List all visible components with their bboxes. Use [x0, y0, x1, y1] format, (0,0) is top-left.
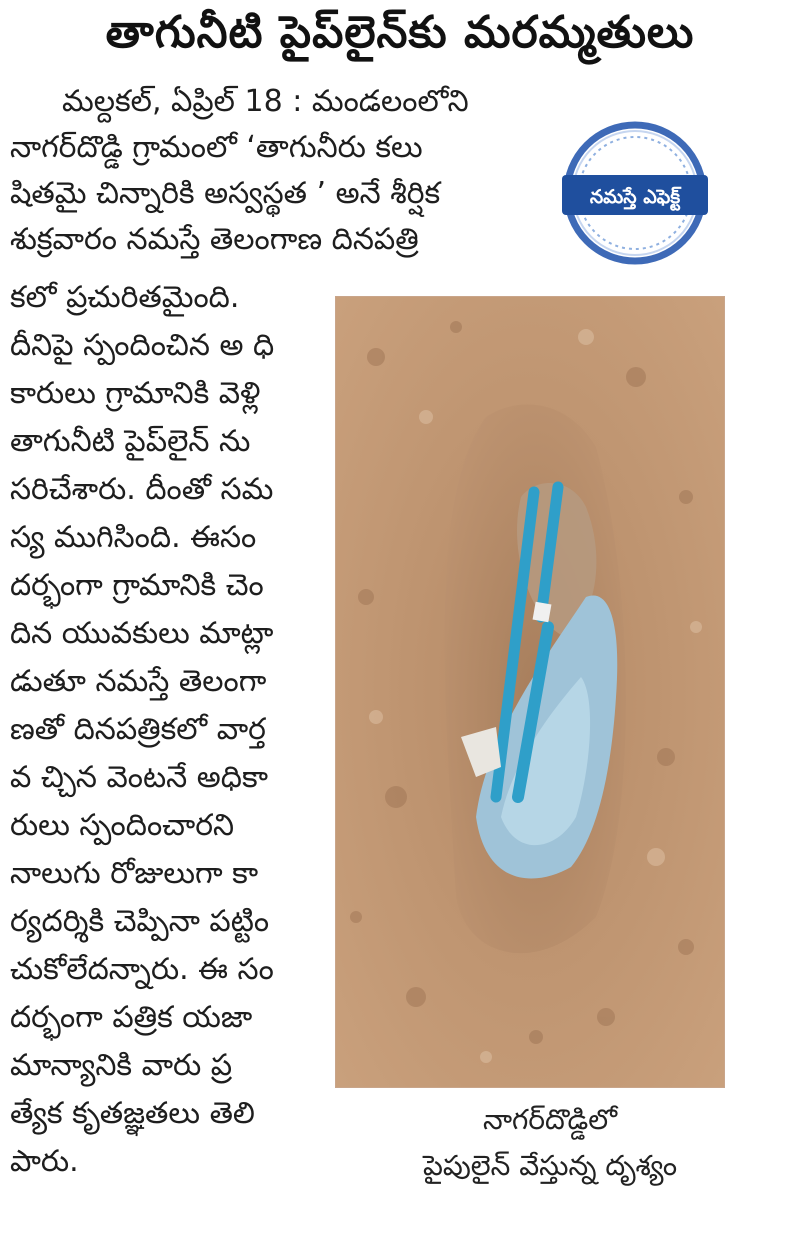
- badge-text: నమస్తే ఎఫెక్ట్: [589, 186, 681, 208]
- body-line: దర్భంగా పత్రిక యజా: [10, 1000, 253, 1035]
- body-line: ర్యదర్శికి చెప్పినా పట్టిం: [10, 904, 270, 939]
- photo-caption-line2: పైపులైన్ వేస్తున్న దృశ్యం: [422, 1149, 678, 1182]
- body-line: స్య ముగిసింది. ఈసం: [10, 520, 257, 555]
- body-line: వ చ్చిన వెంటనే అధికా: [10, 760, 268, 795]
- body-line: మాన్యానికి వారు ప్ర: [10, 1048, 233, 1083]
- body-line: నాగర్‌దొడ్డి గ్రామంలో ‘తాగునీరు కలు: [10, 130, 423, 165]
- body-line: షితమై చిన్నారికి అస్వస్థత ’ అనే శీర్షిక: [10, 176, 441, 211]
- body-line: పారు.: [10, 1144, 79, 1179]
- body-line: సరిచేశారు. దీంతో సమ: [10, 472, 274, 507]
- headline: తాగునీటి పైప్‌లైన్‌కు మరమ్మతులు: [105, 7, 695, 58]
- body-line: శుక్రవారం నమస్తే తెలంగాణ దినపత్రి: [10, 222, 419, 257]
- body-line: త్యేక కృతజ్ఞతలు తెలి: [10, 1096, 255, 1131]
- body-line: దీనిపై స్పందించిన అ ధి: [10, 328, 275, 363]
- body-line: రులు స్పందించారని: [10, 808, 235, 843]
- pipeline-photo: [335, 296, 725, 1088]
- body-line: దర్భంగా గ్రామానికి చెం: [10, 568, 264, 603]
- body-line: తాగునీటి పైప్‌లైన్ ను: [10, 424, 251, 459]
- body-line: డుతూ నమస్తే తెలంగా: [10, 664, 267, 699]
- photo-caption-line1: నాగర్‌దొడ్డిలో: [482, 1103, 618, 1136]
- body-line: కారులు గ్రామానికి వెళ్లి: [10, 376, 261, 411]
- body-line: దిన యువకులు మాట్లా: [10, 616, 274, 651]
- body-line: చుకోలేదన్నారు. ఈ సం: [10, 952, 274, 987]
- body-line: ణతో దినపత్రికలో వార్త: [10, 712, 266, 747]
- body-line: నాలుగు రోజులుగా కా: [10, 856, 259, 891]
- namaste-effect-badge: [560, 118, 710, 268]
- body-line: మల్దకల్, ఏప్రిల్ 18 : మండలంలోని: [62, 84, 469, 119]
- body-line: కలో ప్రచురితమైంది.: [10, 280, 240, 315]
